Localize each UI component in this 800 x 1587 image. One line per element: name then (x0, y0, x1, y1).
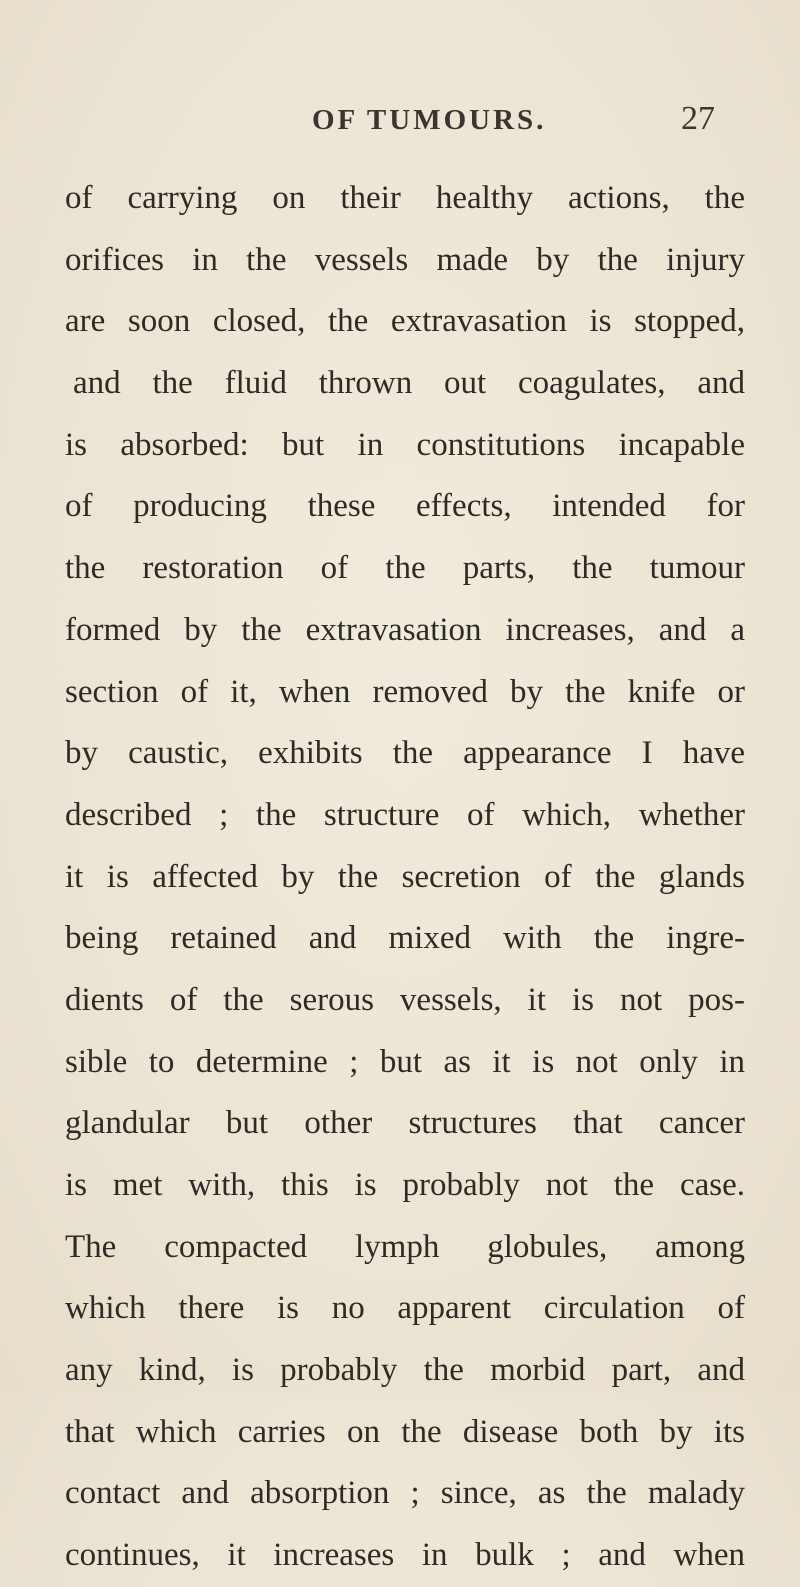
text-line: dients of the serous vessels, it is not pos- (65, 981, 745, 1018)
text-line: is absorbed: but in constitutions incapable (65, 426, 745, 463)
running-head (0, 100, 800, 148)
body-text (65, 168, 745, 1587)
text-line: is met with, this is probably not the case. (65, 1167, 745, 1203)
text-line: The compacted lymph globules, among (65, 1228, 745, 1265)
text-line: section of it, when removed by the knife or (65, 673, 745, 710)
running-title: OF TUMOURS. (312, 104, 547, 136)
text-line: sible to determine ; but as it is not only in (65, 1043, 745, 1080)
text-line: of carrying on their healthy actions, the (65, 180, 745, 216)
text-line: by caustic, exhibits the appearance I have (65, 735, 745, 772)
text-line: glandular but other structures that cancer (65, 1105, 745, 1142)
text-line: orifices in the vessels made by the injury (65, 241, 745, 278)
text-line: contact and absorption ; since, as the malady (65, 1475, 745, 1512)
text-line: described ; the structure of which, whether (65, 796, 745, 833)
text-line: which there is no apparent circulation of (65, 1290, 745, 1327)
text-line: any kind, is probably the morbid part, and (65, 1352, 745, 1389)
text-line: continues, it increases in bulk ; and when (65, 1537, 745, 1574)
text-line: it is affected by the secretion of the glands (65, 858, 745, 895)
text-line: and the fluid thrown out coagulates, and (73, 365, 745, 402)
text-line: are soon closed, the extravasation is stopped, (65, 303, 745, 340)
text-line: that which carries on the disease both by its (65, 1413, 745, 1450)
text-line: being retained and mixed with the ingre- (65, 920, 745, 957)
text-line: formed by the extravasation increases, and a (65, 611, 745, 648)
text-line: the restoration of the parts, the tumour (65, 550, 745, 587)
page-number: 27 (681, 100, 715, 137)
text-line: of producing these effects, intended for (65, 488, 745, 525)
